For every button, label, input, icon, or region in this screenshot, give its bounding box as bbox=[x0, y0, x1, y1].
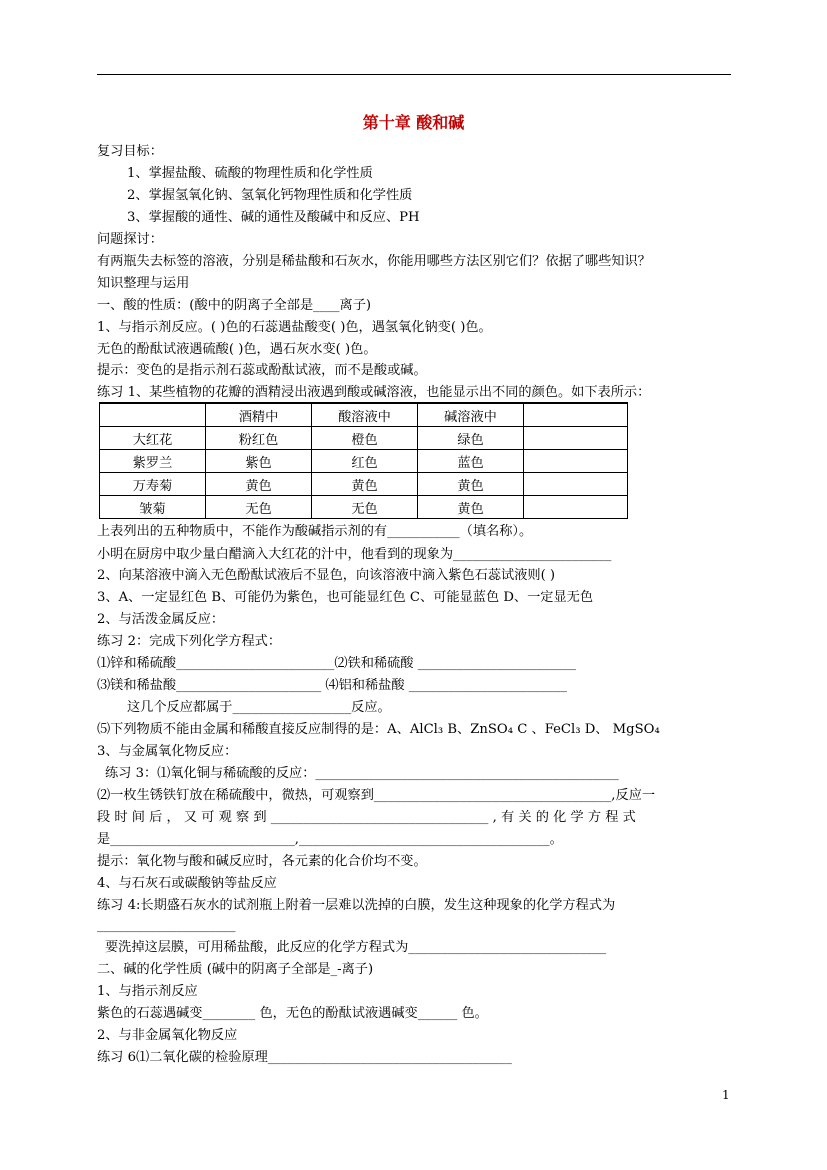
table-row bbox=[100, 496, 628, 519]
table-cell: 黄色 bbox=[418, 473, 524, 496]
knowledge-heading: 知识整理与运用 bbox=[97, 276, 190, 291]
table-cell bbox=[524, 473, 628, 496]
goal-2: 2、掌握氢氧化钠、氢氧化钙物理性质和化学性质 bbox=[127, 188, 413, 203]
question-5: ⑸下列物质不能由金属和稀酸直接反应制得的是：A、AlCl₃ B、ZnSO₄ C 、FeCl₃ D、 MgSO₄ bbox=[97, 722, 660, 737]
acid-properties-heading: 一、酸的性质：(酸中的阴离子全部是____离子) bbox=[97, 298, 372, 313]
exercise-4-followup: 要洗掉这层膜，可用稀盐酸，此反应的化学方程式为______________________________ bbox=[105, 940, 607, 955]
table-cell: 皱菊 bbox=[100, 496, 206, 519]
exercise-1: 练习 1、某些植物的花瓣的酒精浸出液遇到酸或碱溶液，也能显示出不同的颜色。如下表所示： bbox=[97, 385, 651, 400]
header-rule bbox=[97, 74, 731, 75]
table-cell: 大红花 bbox=[100, 427, 206, 450]
table-row bbox=[100, 427, 628, 450]
table-cell: 绿色 bbox=[418, 427, 524, 450]
table-cell bbox=[524, 496, 628, 519]
table-header-cell: 酸溶液中 bbox=[312, 403, 418, 427]
rusty-nail-2: 段 时 间 后 ， 又 可 观 察 到 _________________________________ , 有 关 的 化 学 方 程 式 bbox=[97, 810, 636, 825]
goal-3: 3、掌握酸的通性、碱的通性及酸碱中和反应、PH bbox=[127, 210, 420, 225]
discussion-heading: 问题探讨： bbox=[97, 232, 163, 247]
table-header-cell: 碱溶液中 bbox=[418, 403, 524, 427]
nonmetal-oxide-heading: 2、与非金属氧化物反应 bbox=[97, 1028, 238, 1043]
rusty-nail-1: ⑵一枚生锈铁钉放在稀硫酸中，微热，可观察到____________________________________,反应一 bbox=[97, 788, 656, 803]
exercise-6: 练习 6⑴二氧化碳的检验原理_____________________________________ bbox=[97, 1050, 512, 1065]
equation-row-1: ⑴锌和稀硫酸________________________⑵铁和稀硫酸 ________________________ bbox=[97, 656, 576, 671]
equation-row-2: ⑶镁和稀盐酸______________________ ⑷铝和稀盐酸 ________________________ bbox=[97, 678, 567, 693]
page-title: 第十章 酸和碱 bbox=[362, 113, 465, 132]
table-cell: 橙色 bbox=[312, 427, 418, 450]
table-cell bbox=[524, 450, 628, 473]
table-question: 上表列出的五种物质中，不能作为酸碱指示剂的有___________（填名称）。 bbox=[97, 524, 533, 539]
table-cell: 黄色 bbox=[206, 473, 312, 496]
table-cell: 黄色 bbox=[418, 496, 524, 519]
table-header-row bbox=[100, 403, 628, 427]
question-2: 2、向某溶液中滴入无色酚酞试液后不显色，向该溶液中滴入紫色石蕊试液则( ) bbox=[97, 568, 556, 583]
exercise-4: 练习 4:长期盛石灰水的试剂瓶上附着一层难以洗掉的白膜，发生这种现象的化学方程式为 bbox=[97, 898, 616, 913]
table-cell: 粉红色 bbox=[206, 427, 312, 450]
table-cell: 无色 bbox=[312, 496, 418, 519]
table-cell bbox=[524, 427, 628, 450]
discussion-question: 有两瓶失去标签的溶液，分别是稀盐酸和石灰水，你能用哪些方法区别它们？依据了哪些知识？ bbox=[97, 254, 651, 269]
table-cell: 万寿菊 bbox=[100, 473, 206, 496]
hint-1: 提示：变色的是指示剂石蕊或酚酞试液，而不是酸或碱。 bbox=[97, 363, 427, 378]
indicator-table bbox=[99, 402, 628, 519]
table-cell: 红色 bbox=[312, 450, 418, 473]
review-goals-heading: 复习目标： bbox=[97, 144, 163, 159]
table-cell: 紫罗兰 bbox=[100, 450, 206, 473]
base-indicator-heading: 1、与指示剂反应 bbox=[97, 984, 198, 999]
indicator-reaction-2: 无色的酚酞试液遇硫酸( )色，遇石灰水变( )色。 bbox=[97, 342, 377, 357]
table-cell: 黄色 bbox=[312, 473, 418, 496]
table-header-cell bbox=[100, 403, 206, 427]
table-cell: 紫色 bbox=[206, 450, 312, 473]
base-indicator-question: 紫色的石蕊遇碱变________ 色，无色的酚酞试液遇碱变______ 色。 bbox=[97, 1006, 488, 1021]
exercise-2: 练习 2：完成下列化学方程式： bbox=[97, 634, 282, 649]
xiaoming-question: 小明在厨房中取少量白醋滴入大红花的汁中，他看到的现象为________________________ bbox=[97, 547, 612, 562]
table-cell: 蓝色 bbox=[418, 450, 524, 473]
question-2-options: 3、A、一定显红色 B、可能仍为紫色，也可能显红色 C、可能显蓝色 D、一定显无色 bbox=[97, 590, 594, 605]
metal-oxide-heading: 3、与金属氧化物反应： bbox=[97, 744, 238, 759]
exercise-4-blank: _____________________ bbox=[97, 918, 236, 933]
hint-2: 提示：氧化物与酸和碱反应时，各元素的化合价均不变。 bbox=[97, 854, 427, 869]
metal-reaction-heading: 2、与活泼金属反应： bbox=[97, 612, 225, 627]
table-row bbox=[100, 450, 628, 473]
reaction-type: 这几个反应都属于__________________反应。 bbox=[127, 700, 391, 715]
exercise-3: 练习 3：⑴氧化铜与稀硫酸的反应：______________________________________________ bbox=[105, 766, 619, 781]
indicator-reaction-1: 1、与指示剂反应。( )色的石蕊遇盐酸变( )色，遇氢氧化钠变( )色。 bbox=[97, 320, 492, 335]
table-header-cell: 酒精中 bbox=[206, 403, 312, 427]
page-number: 1 bbox=[722, 1088, 730, 1102]
table-cell: 无色 bbox=[206, 496, 312, 519]
table-row bbox=[100, 473, 628, 496]
rusty-nail-3: 是____________________________,______________________________________。 bbox=[97, 832, 563, 847]
salt-reaction-heading: 4、与石灰石或碳酸钠等盐反应 bbox=[97, 876, 277, 891]
goal-1: 1、掌握盐酸、硫酸的物理性质和化学性质 bbox=[127, 166, 373, 181]
table-header-cell bbox=[524, 403, 628, 427]
base-properties-heading: 二、碱的化学性质 (碱中的阴离子全部是_-离子) bbox=[97, 962, 374, 977]
